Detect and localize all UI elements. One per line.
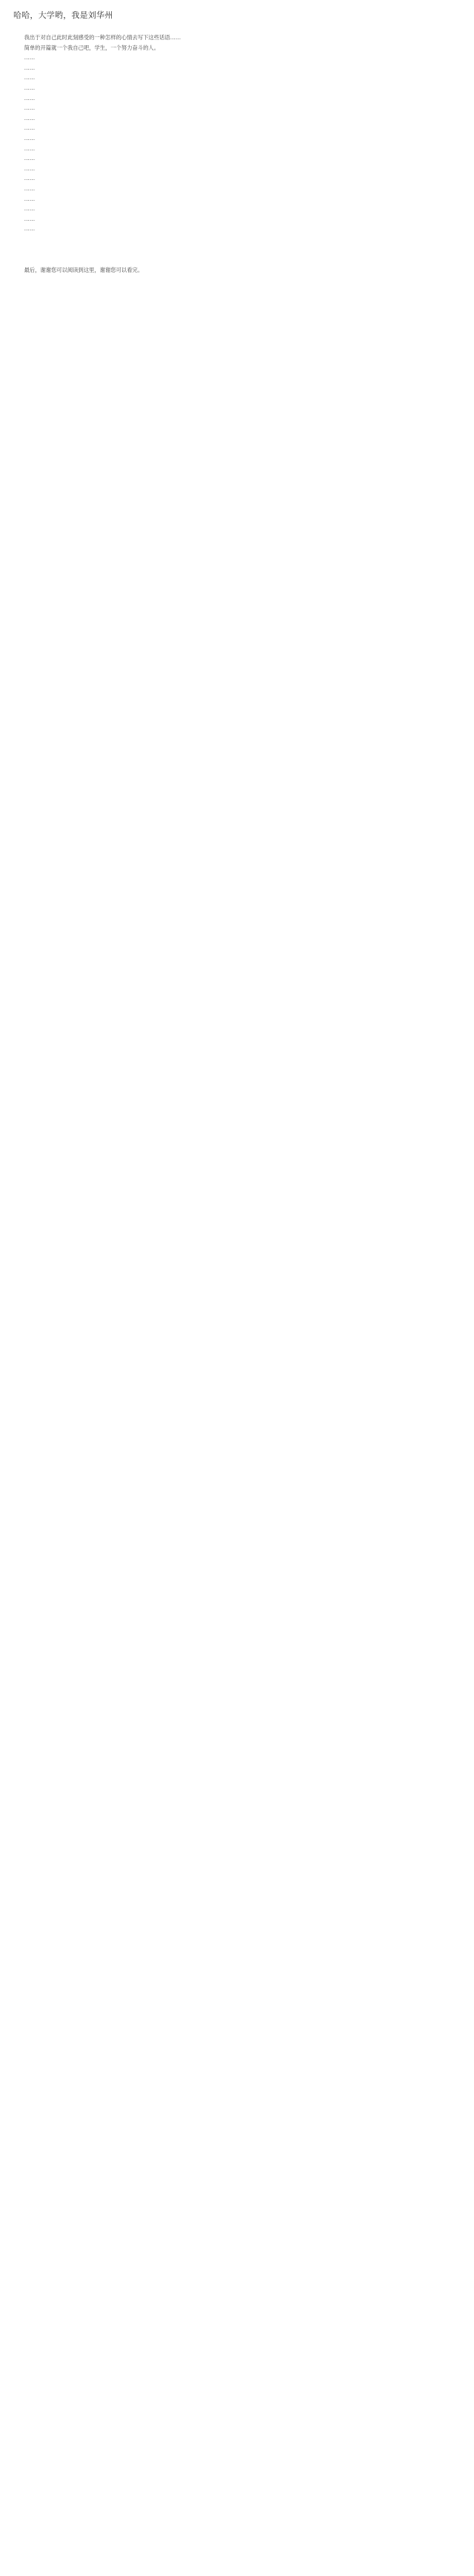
article-paragraph: …… (24, 175, 36, 182)
article-paragraph: …… (24, 144, 36, 152)
article-paragraph: …… (24, 195, 36, 202)
article-title: 哈哈，大学哟，我是刘华州 (13, 10, 113, 20)
article-paragraph: …… (24, 124, 36, 132)
article-paragraph: …… (24, 205, 36, 213)
article-paragraph: …… (24, 104, 36, 112)
article-paragraph: …… (24, 164, 36, 172)
article-paragraph: 我出于对自己此时此刻感受的一种怎样的心情去写下这些话语…… (24, 34, 181, 41)
article-paragraph: 简单的开篇就一个我自己吧，学生，一个努力奋斗的人。 (24, 44, 160, 51)
article-paragraph: …… (24, 74, 36, 81)
article-paragraph: …… (24, 215, 36, 222)
section-spacer (13, 236, 461, 256)
article-paragraph: …… (24, 64, 36, 71)
article-paragraph: …… (24, 114, 36, 121)
article-paragraph: …… (24, 54, 36, 61)
article-paragraph: …… (24, 184, 36, 192)
closing-paragraph: 最后，谢谢您可以阅读到这里，谢谢您可以看完。 (24, 266, 144, 273)
article-paragraph: …… (24, 134, 36, 141)
article-paragraph: …… (24, 225, 36, 233)
article-paragraph: …… (24, 94, 36, 101)
article-paragraph: …… (24, 155, 36, 162)
article-paragraph: …… (24, 84, 36, 91)
article-body (13, 34, 461, 274)
